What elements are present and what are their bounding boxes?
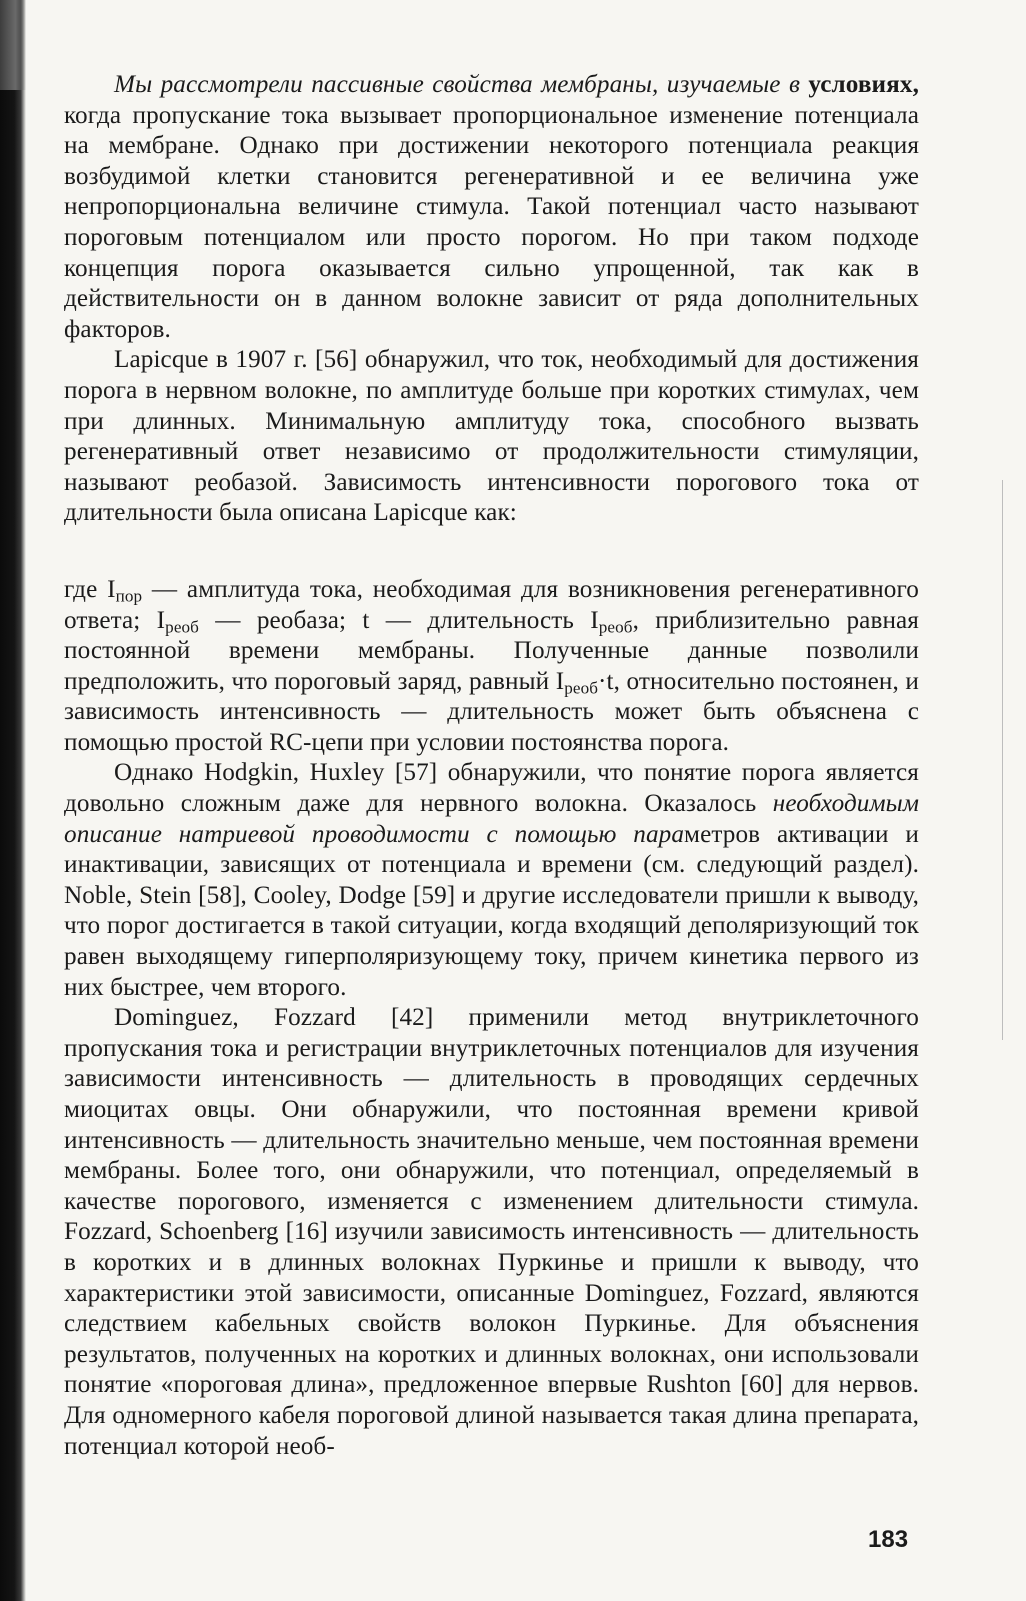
paragraph-3 bbox=[64, 575, 919, 759]
p3-part-d: , приблизительно равная постоянной времени мембраны. Полученные данные позволили предположить, что пороговый заряд, равный I bbox=[64, 606, 919, 695]
p3-sub-c: реоб bbox=[598, 616, 633, 636]
equation-6-25 bbox=[64, 535, 919, 571]
paragraph-2-text: Lapicque в 1907 г. [56] обнаружил, что ток, необходимый для достижения порога в нервном волокне, по амплитуде больше при коротких стимулах, чем при длинных. Минимальную амплитуду тока, способного вызвать регенеративный ответ независимо от продолжительности стимуляции, называют реобазой. Зависимость интенсивности порогового тока от длительности была описана Lapicque как: bbox=[64, 346, 919, 527]
p3-part-c: — реобаза; t — длительность I bbox=[199, 606, 599, 634]
paragraph-1-text: когда пропускание тока вызывает пропорциональное изменение потенциала на мембране. Однако при достижении некоторого потенциала реакция возбудимой клетки становится регенеративной и ее величина уже непропорциональна величине стимула. Такой потенциал часто называют пороговым потенциалом или просто порогом. Но при таком подходе концепция порога оказывается сильно упрощенной, так как в действительности он в данном волокне зависит от ряда дополнительных факторов. bbox=[64, 101, 919, 343]
paragraph-4 bbox=[64, 758, 919, 1003]
paragraph-2 bbox=[64, 345, 919, 529]
p3-sub-d: реоб bbox=[564, 677, 599, 697]
scan-margin-line bbox=[1002, 480, 1003, 1040]
scan-binding-edge-top bbox=[0, 0, 26, 90]
p3-part-b: — амплитуда тока, необходимая для возникновения регенеративного ответа; I bbox=[64, 575, 919, 634]
paragraph-1 bbox=[64, 70, 919, 345]
p3-part-e: ·t, относительно постоянен, и зависимость интенсивность — длительность может быть объяснена с помощью простой RC-цепи при условии постоянства порога. bbox=[64, 667, 919, 756]
p4-part-b: метров активации и инактивации, зависящих от потенциала и времени (см. следующий раздел). Noble, Stein [58], Cooley, Dodge [59] и другие исследователи пришли к выводу, что порог достигается в такой ситуации, когда входящий деполяризующий ток равен выходящему гиперполяризующему току, причем кинетика первого из них быстрее, чем второго. bbox=[64, 820, 920, 1001]
p4-italic: необходимым описание натриевой проводимости с помощью пара bbox=[64, 790, 919, 848]
p4-part-a: Однако Hodgkin, Huxley [57] обнаружили, что понятие порога является довольно сложным даже для нервного волокна. Оказалось bbox=[64, 759, 919, 818]
p3-part-a: где I bbox=[64, 575, 116, 603]
paragraph-1-italic-intro: Мы рассмотрели пассивные свойства мембраны, изучаемые в bbox=[114, 71, 800, 98]
paragraph-1-bold-word: условиях, bbox=[808, 71, 919, 98]
page-number: 183 bbox=[868, 1526, 909, 1553]
p3-sub-b: реоб bbox=[165, 616, 199, 636]
page-body bbox=[64, 70, 919, 1462]
paragraph-5-text: Dominguez, Fozzard [42] применили метод внутриклеточного пропускания тока и регистрации внутриклеточных потенциалов для изучения зависимости интенсивность — длительность в проводящих сердечных миоцитах овцы. Они обнаружили, что постоянная времени кривой интенсивность — длительность значительно меньше, чем постоянная времени мембраны. Более того, они обнаружили, что потенциал, определяемый в качестве порогового, изменяется с изменением длительности стимула. Fozzard, Schoenberg [16] изучили зависимость интенсивность — длительность в коротких и в длинных волокнах Пуркинье и пришли к выводу, что характеристики этой зависимости, описанные Dominguez, Fozzard, являются следствием кабельных свойств волокон Пуркинье. Для объяснения результатов, полученных на коротких и длинных волокнах, они использовали понятие «пороговая длина», предложенное впервые Rushton [60] для нервов. Для одномерного кабеля пороговой длиной называется такая длина препарата, потенциал которой необ- bbox=[64, 1004, 919, 1460]
p3-sub-a: пор bbox=[115, 586, 143, 606]
scan-binding-edge bbox=[0, 0, 26, 1601]
paragraph-5 bbox=[64, 1003, 919, 1462]
